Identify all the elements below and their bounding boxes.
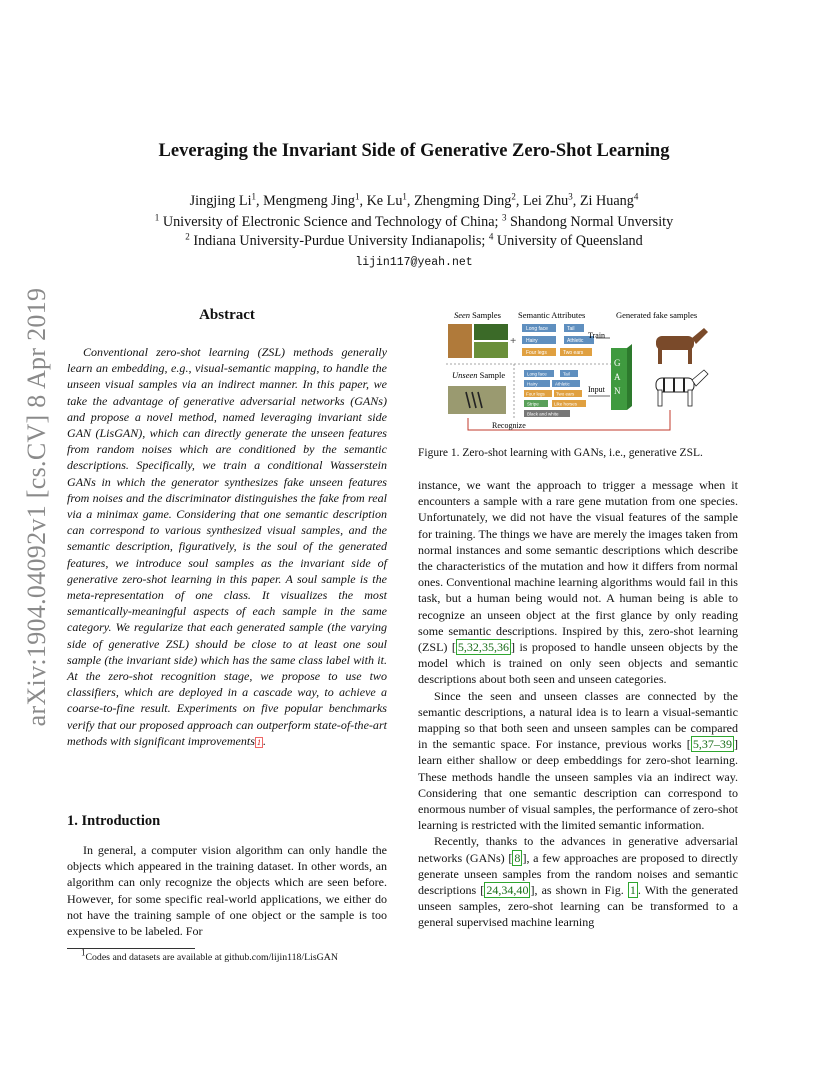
affiliation-text: Indiana University-Purdue University Indianapolis; <box>193 233 486 249</box>
affiliation-text: University of Queensland <box>496 233 643 249</box>
footnote-ref[interactable]: 1 <box>256 737 261 747</box>
paragraph-text: Recently, thanks to the advances in generative adversarial networks (GANs) <box>418 834 738 865</box>
attr-chip-label: Four legs <box>526 350 547 356</box>
plus-icon: + <box>510 335 517 347</box>
unseen-sample-label: Unseen Sample <box>452 370 506 380</box>
seen-horse-image <box>448 324 472 358</box>
section-heading-introduction: 1. Introduction <box>67 813 161 829</box>
seen-horse-image <box>474 342 508 358</box>
abstract-heading: Abstract <box>199 307 255 323</box>
gan-letter: N <box>614 386 621 396</box>
figure-1-caption: Figure 1. Zero-shot learning with GANs, i.e., generative ZSL. <box>418 447 703 459</box>
paragraph-text: , as shown in Fig. <box>534 883 624 898</box>
attr-chip-label: Hairy <box>527 381 538 387</box>
author-name: Lei Zhu <box>522 193 569 209</box>
gan-block-side <box>627 344 632 410</box>
abstract-text: Conventional zero-shot learning (ZSL) methods generally learn an embedding, e.g., visual-semantic mapping, to handle the unseen visual samples via an indirect manner. In this paper, we take the advantage of generative adversarial networks (GANs) and propose a novel method, named leveraging invariant side GAN (LisGAN), which can directly generate the unseen features from random noises which are conditioned by the semantic descriptions. Specifically, we train a conditional Wasserstein GANs in which the generator synthesizes fake unseen features from noises and the discriminator distinguishes the fake from real via a minimax game. Considering that one semantic description can correspond to various synthesized visual samples, and the semantic description, figuratively, is the soul of the generated features, we introduce soul samples as the invariant side of generative zero-shot learning in this paper. A soul sample is the meta-representation of one class. It visualizes the most semantically-meaningful aspects of each sample in the same category. We regularize that each generated sample (the varying side of generative ZSL) should be close to at least one soul sample (the invariant side) which has the same class label with it. At the zero-shot recognition stage, we propose to use two classifiers, which are deployed in a cascade way, to achieve a coarse-to-fine result. Experiments on five popular benchmarks verify that our proposed approach can outperform state-of-the-art methods with significant improvements <box>67 345 387 748</box>
intro-left-column <box>67 842 387 939</box>
arxiv-stamp <box>22 287 52 727</box>
gan-letter: G <box>614 358 621 368</box>
attr-chip-label: Black and white <box>527 411 559 417</box>
recognize-label: Recognize <box>492 421 526 430</box>
affiliation-line-2 <box>0 233 828 250</box>
footnote-rule <box>67 948 195 949</box>
attr-chip-label: Long face <box>526 326 548 332</box>
footnote-sup: 1 <box>81 947 86 958</box>
citation-link[interactable]: 5,32,35,36 <box>457 640 510 655</box>
attr-chip-label: Like horses <box>554 401 578 407</box>
author-sup: 1 <box>251 191 257 202</box>
attr-chip-label: Tail <box>563 371 570 377</box>
input-label: Input <box>588 385 605 394</box>
author-sup: 1 <box>402 191 407 202</box>
generated-horse-icon <box>656 328 708 364</box>
figure-1-diagram <box>442 306 738 436</box>
attr-chip-label: Four legs <box>526 391 545 397</box>
author-sup: 1 <box>354 191 360 202</box>
footnote <box>67 947 397 964</box>
author-name: Jingjing Li <box>189 193 252 209</box>
aff-sup: 4 <box>488 231 494 242</box>
train-label: Train <box>588 331 606 340</box>
unseen-zebra-image <box>448 386 506 414</box>
author-list: Jingjing Li$^1$, Mengmeng Jing$^1$, Ke Lu$^1$, Zhengming Ding$^2$, Lei Zhu$^3$, Zi Huang$^4$ <box>189 191 639 209</box>
author-name: Zi Huang <box>579 193 634 209</box>
aff-sup: 2 <box>185 231 190 242</box>
semantic-attributes-label: Semantic Attributes <box>518 310 586 320</box>
paragraph-text: , a few approaches are proposed to directly generate unseen samples from the random noises and semantic descriptions <box>418 850 738 898</box>
intro-paragraph: In general, a computer vision algorithm can only handle the objects which appeared in the training dataset. In other words, an algorithm can only recognize the objects which are seen before. However, for some specific real-world applications, we either do not have the training sample of one object or the sample is too expensive to be labeled. For <box>67 843 387 939</box>
paragraph-text: . With the generated unseen samples, zero-shot learning can be transformed to a general supervised machine learning <box>418 883 738 930</box>
affiliation-text: University of Electronic Science and Technology of China; <box>162 214 499 230</box>
seen-horse-image <box>474 324 508 340</box>
author-email[interactable]: lijin117@yeah.net <box>355 256 473 269</box>
paper-title: Leveraging the Invariant Side of Generative Zero-Shot Learning <box>158 141 670 161</box>
affiliation-line-1 <box>0 214 828 231</box>
attr-chip-label: Athletic <box>555 381 570 387</box>
attr-chip-label: Two ears <box>563 350 584 356</box>
attr-chip-label: Hairy <box>526 338 538 344</box>
attr-chip-label: Stripe <box>527 401 539 407</box>
generated-samples-label: Generated fake samples <box>616 310 698 320</box>
author-sup: 2 <box>511 191 516 202</box>
author-name: Mengmeng Jing <box>263 193 355 209</box>
author-name: Zhengming Ding <box>414 193 512 209</box>
paragraph-text: learn either shallow or deep embeddings for zero-shot learning. These methods handle the unseen samples via an indirect way. Considering that one semantic description can correspond to enormous number of visual samples, the performance of zero-shot learning is restricted with the limited semantic information. <box>418 753 738 833</box>
intro-paragraph: Recently, thanks to the advances in generative adversarial networks (GANs) [ 8 ], a few approaches are proposed to directly generate unseen samples from the random noises and semantic descriptions [ 24,34,40 ], as shown in Fig. 1 . With the generated unseen samples, zero-shot learning can be transformed to a general supervised machine learning <box>418 834 738 930</box>
affiliation-text: Shandong Normal Unversity <box>510 214 674 230</box>
footnote-text: Codes and datasets are available at github.com/lijin118/LisGAN <box>85 952 338 963</box>
paragraph-text: instance, we want the approach to trigger a message when it encounters a sample with a rare gene mutation from one species. Unfortunately, we did not have the visual features of the sample for training. The things we have are merely the images taken from normal instances and some semantic descriptions which describe the characteristics of the mutation and how it differs from normal ones. Conventional machine learning algorithms would fail in this task, but a human being would not. A human being is able to recognize an unseen object at the first glance by only reading some semantic descriptions. Inspired by this, zero-shot learning (ZSL) <box>418 478 738 655</box>
author-name: Ke Lu <box>366 193 403 209</box>
intro-paragraph: instance, we want the approach to trigger a message when it encounters a sample with a rare gene mutation from one species. Unfortunately, we did not have the visual features of the sample for training. The things we have are merely the images taken from normal instances and some semantic descriptions which describe the characteristics of the mutation and how it differs from normal ones. Conventional machine learning algorithms would fail in this task, but a human being would not. A human being is able to recognize an unseen object at the first glance by only reading some semantic descriptions. Inspired by this, zero-shot learning (ZSL) [ 5,32,35,36 ] is proposed to handle unseen objects by the model which is trained on only seen objects and semantic descriptions about both seen and unseen categories. <box>418 478 739 687</box>
figure-ref-link[interactable]: 1 <box>629 883 636 898</box>
abstract-body: Conventional zero-shot learning (ZSL) methods generally learn an embedding, e.g., visual-semantic mapping, to handle the unseen visual samples via an indirect manner. In this paper, we take the advantage of generative adversarial networks (GANs) and propose a novel method, named leveraging invariant side GAN (LisGAN), which can directly generate the unseen features from random noises which are conditioned by the semantic descriptions. Specifically, we train a conditional Wasserstein GANs in which the generator synthesizes fake unseen features from noises and the discriminator distinguishes the fake from real via a minimax game. Considering that one semantic description can correspond to various synthesized visual samples, and the semantic description, figuratively, is the soul of the generated features, we introduce soul samples as the invariant side of generative zero-shot learning in this paper. A soul sample is the meta-representation of one class. It visualizes the most semantically-meaningful aspects of each sample in the same category. We regularize that each generated sample (the varying side of generative ZSL) should be close to at least one soul sample (the invariant side) which has the same class label with it. At the zero-shot recognition stage, we propose to use two classifiers, which are deployed in a cascade way, to achieve a coarse-to-fine result. Experiments on five popular benchmarks verify that our proposed approach can outperform state-of-the-art methods with significant improvements 1 . <box>67 345 387 748</box>
citation-link[interactable]: 5,37–39 <box>692 737 732 752</box>
citation-link[interactable]: 8 <box>514 850 521 865</box>
aff-sup: 3 <box>502 212 507 223</box>
attr-chip-label: Athletic <box>567 338 584 344</box>
arxiv-id: arXiv:1904.04092v1 [cs.CV] 8 Apr 2019 <box>22 287 51 727</box>
author-sup: 4 <box>633 191 639 202</box>
author-sup: 3 <box>568 191 573 202</box>
paragraph-text: is proposed to handle unseen objects by the model which is trained on only seen objects and semantic descriptions about both seen and unseen categories. <box>418 640 739 687</box>
intro-right-column <box>418 477 738 931</box>
intro-paragraph: Since the seen and unseen classes are connected by the semantic descriptions, a natural idea is to learn a visual-semantic mapping so that both seen and unseen samples can be compared in the semantic space. For instance, previous works [ 5,37–39 ] learn either shallow or deep embeddings for zero-shot learning. These methods handle the unseen samples via an indirect way. Considering that one semantic description can correspond to enormous number of visual samples, the performance of zero-shot learning is restricted with the limited semantic information. <box>418 688 738 833</box>
aff-sup: 1 <box>154 212 160 223</box>
paragraph-text: Since the seen and unseen classes are connected by the semantic descriptions, a natural idea is to learn a visual-semantic mapping so that both seen and unseen samples can be compared in the semantic space. For instance, previous works <box>418 688 738 752</box>
gan-letter: A <box>614 372 621 382</box>
attr-chip-label: Tail <box>567 326 575 332</box>
citation-link[interactable]: 24,34,40 <box>486 883 529 898</box>
attr-chip-label: Long face <box>527 371 547 377</box>
attr-chip-label: Two ears <box>556 391 575 397</box>
generated-zebra-icon <box>656 370 708 406</box>
seen-samples-label: Seen Samples <box>454 310 501 320</box>
